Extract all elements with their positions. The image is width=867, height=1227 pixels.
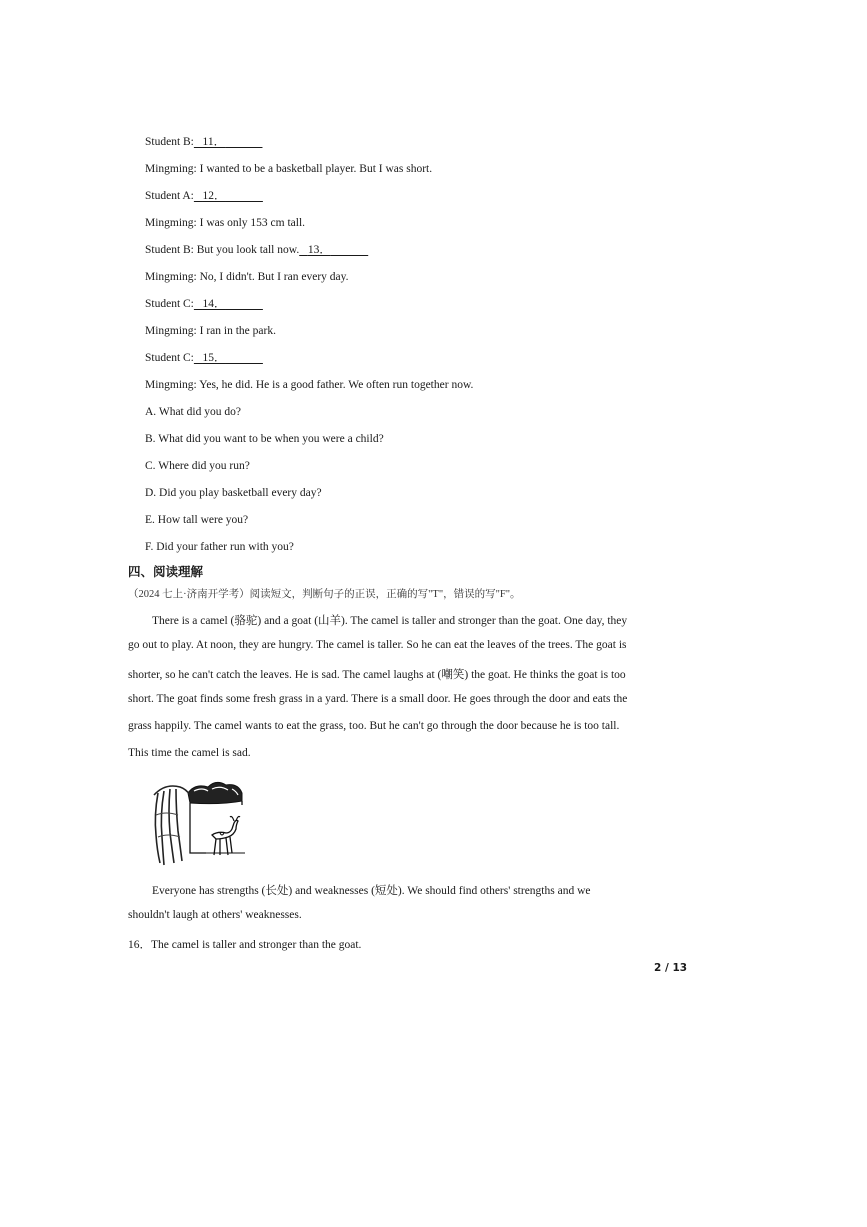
section-heading: 四、阅读理解 (128, 564, 204, 579)
passage-line: shorter, so he can't catch the leaves. He is sad. The camel laughs at (嘲笑) the goat. He thinks the goat is too (128, 669, 626, 681)
moral-line: shouldn't laugh at others' weaknesses. (128, 909, 302, 921)
section-instructions: （2024 七上·济南开学考）阅读短文，判断句子的正误，正确的写"T"，错误的写"F"。 (128, 589, 521, 600)
dialogue-line-13 (145, 243, 368, 257)
speaker-label: Student B: (145, 136, 194, 148)
dialogue-line: Mingming: No, I didn't. But I ran every day. (145, 271, 349, 283)
camel-goat-illustration (150, 775, 250, 870)
page-number: 2 / 13 (654, 962, 688, 974)
speaker-label: Student A: (145, 190, 194, 202)
answer-blank-12[interactable]: 12． (202, 190, 226, 202)
dialogue-line-15 (145, 351, 263, 365)
option-d: D. Did you play basketball every day? (145, 487, 322, 499)
dialogue-line-11 (145, 135, 262, 149)
speaker-label: Student B: But you look tall now. (145, 244, 300, 256)
passage-line: short. The goat finds some fresh grass in a yard. There is a small door. He goes through the door and eats the (128, 693, 628, 705)
question-16: 16．The camel is taller and stronger than the goat. (128, 939, 362, 951)
option-e: E. How tall were you? (145, 514, 249, 526)
dialogue-line: Mingming: Yes, he did. He is a good father. We often run together now. (145, 379, 474, 391)
answer-blank-13[interactable]: 13． (307, 244, 331, 256)
passage-line: There is a camel (骆驼) and a goat (山羊). The camel is taller and stronger than the goat. One day, they (152, 615, 628, 627)
dialogue-line: Mingming: I was only 153 cm tall. (145, 217, 306, 229)
option-a: A. What did you do? (145, 406, 241, 418)
option-c: C. Where did you run? (145, 460, 250, 472)
speaker-label: Student C: (145, 298, 194, 310)
dialogue-line-14 (145, 297, 263, 311)
passage-line: This time the camel is sad. (128, 747, 251, 759)
answer-blank-11[interactable]: 11． (202, 136, 226, 148)
dialogue-line: Mingming: I wanted to be a basketball player. But I was short. (145, 163, 433, 175)
dialogue-line-12 (145, 189, 263, 203)
speaker-label: Student C: (145, 352, 194, 364)
dialogue-line: Mingming: I ran in the park. (145, 325, 276, 337)
passage-line: grass happily. The camel wants to eat the grass, too. But he can't go through the door because he is too tall. (128, 720, 620, 732)
answer-blank-14[interactable]: 14． (202, 298, 226, 310)
answer-blank-15[interactable]: 15． (202, 352, 226, 364)
option-b: B. What did you want to be when you were a child? (145, 433, 384, 445)
moral-line: Everyone has strengths (长处) and weaknesses (短处). We should find others' strengths and we (152, 885, 591, 897)
option-f: F. Did your father run with you? (145, 541, 294, 553)
passage-line: go out to play. At noon, they are hungry. The camel is taller. So he can eat the leaves of the trees. The goat is (128, 639, 627, 651)
